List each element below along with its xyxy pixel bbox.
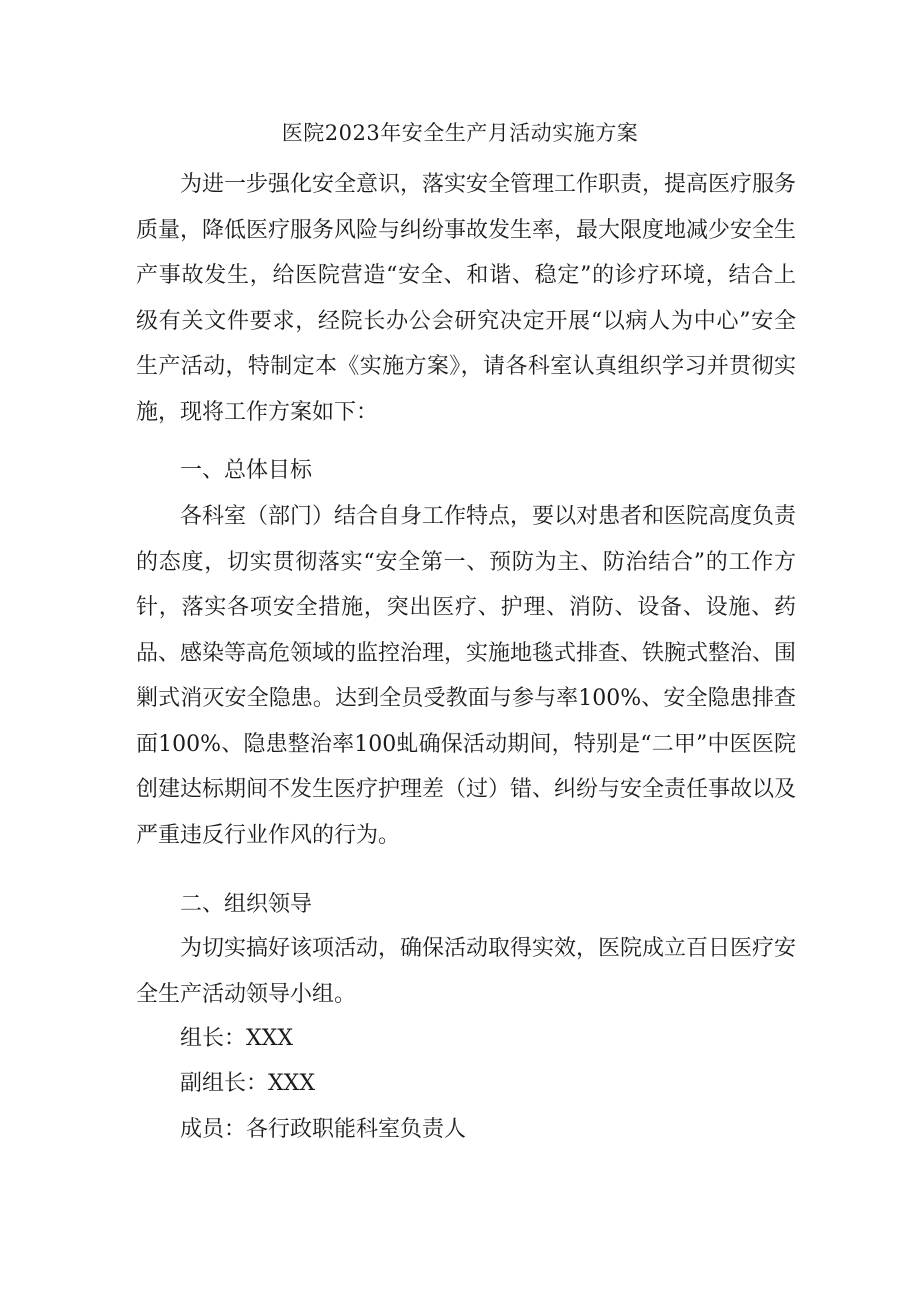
section-1-heading: 一、总体目标 — [180, 458, 313, 483]
section-2-heading: 二、组织领导 — [180, 892, 313, 917]
intro-paragraph — [136, 162, 796, 435]
section-1-paragraph — [136, 494, 796, 858]
section-2-paragraph — [136, 926, 796, 1017]
document-title: 医院2023年安全生产月活动实施方案 — [281, 121, 639, 145]
intro-text: 为进一步强化安全意识，落实安全管理工作职责，提高医疗服务质量，降低医疗服务风险与纠纷事故发生率，最大限度地减少安全生产事故发生，给医院营造“安全、和谐、稳定”的诊疗环境，结合上级有关文件要求，经院长办公会研究决定开展“以病人为中心”安全生产活动，特制定本《实施方案》，请各科室认真组织学习并贯彻实施，现将工作方案如下： — [136, 172, 797, 425]
leader-line: 组长：XXX — [180, 1026, 293, 1051]
section-1-text: 各科室（部门）结合自身工作特点，要以对患者和医院高度负责的态度，切实贯彻落实“安全第一、预防为主、防治结合”的工作方针，落实各项安全措施，突出医疗、护理、消防、设备、设施、药品、感染等高危领域的监控治理，实施地毯式排查、铁腕式整治、围剿式消灭安全隐患。达到全员受教面与参与率100%、安全隐患排查面100%、隐患整治率100虬确保活动期间，特别是“二甲”中医医院创建达标期间不发生医疗护理差（过）错、纠纷与安全责任事故以及严重违反行业作风的行为。 — [136, 504, 797, 848]
members-line: 成员：各行政职能科室负责人 — [180, 1117, 467, 1142]
section-2-text: 为切实搞好该项活动，确保活动取得实效，医院成立百日医疗安全生产活动领导小组。 — [136, 936, 797, 1007]
deputy-leader-line: 副组长：XXX — [180, 1071, 315, 1096]
